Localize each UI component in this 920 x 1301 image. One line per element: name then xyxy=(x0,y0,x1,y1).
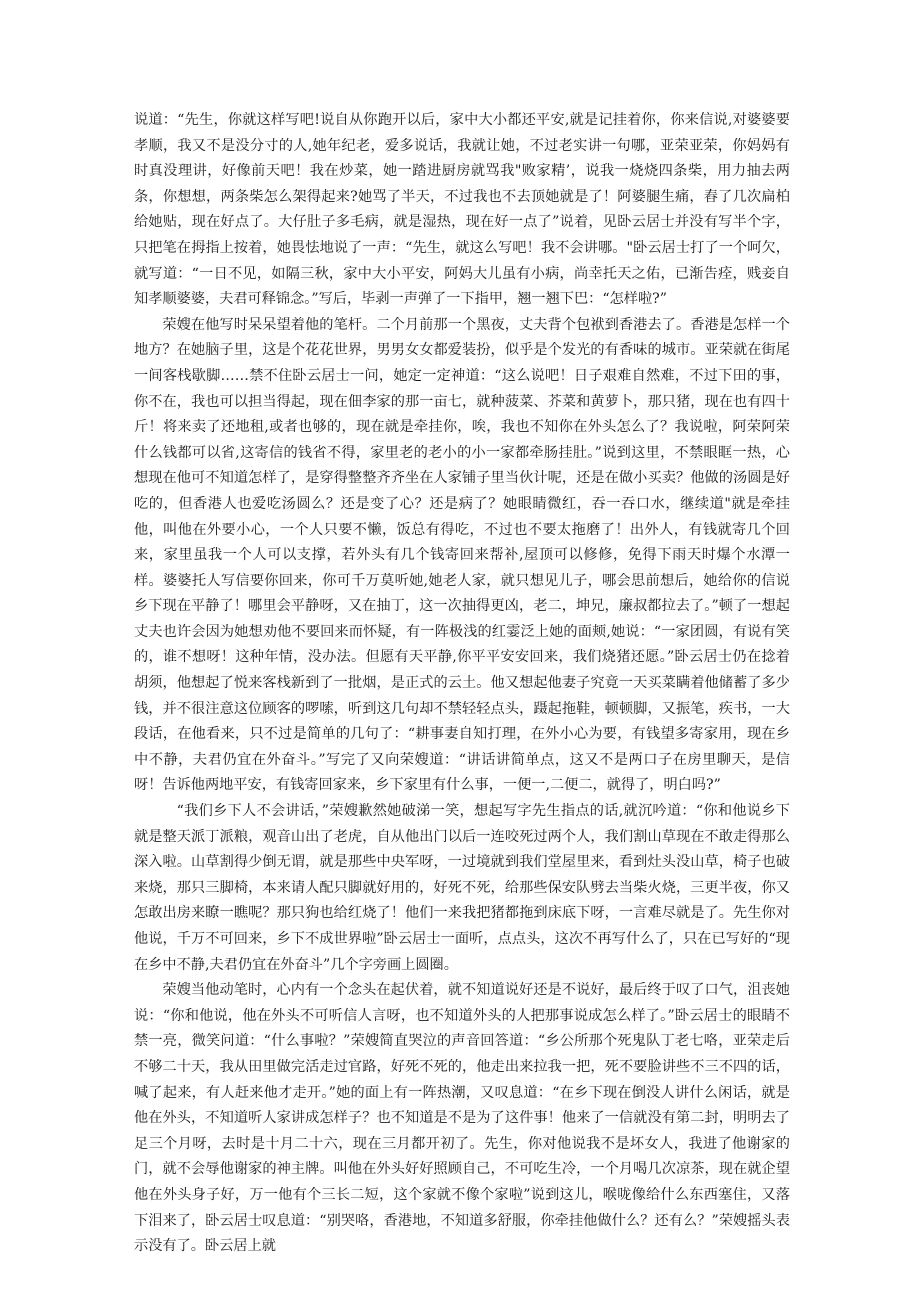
paragraph-1: 说道：“先生，你就这样写吧!说自从你跑开以后，家中大小都还平安,就是记挂着你，你来信说,对婆婆要孝顺，我又不是没分寸的人,她年纪老，爱多说话，我就让她，不过老实讲一句哪，亚荣亚荣，你妈妈有时真没理讲，好像前天吧！我在炒菜，她一踏进厨房就骂我"败家精’，说我一烧烧四条柴，用力抽去两条，你想想，两条柴怎么架得起来?她骂了半天，不过我也不去顶她就是了！阿婆腿生痛，舂了几次扁柏给她贴，现在好点了。大仔肚子多毛病，就是湿热，现在好一点了”说着，见卧云居士并没有写半个字，只把笔在拇指上按着，她畏怯地说了一声：“先生，就这么写吧！我不会讲哪。"卧云居士打了一个呵欠，就写道：“一日不见，如隔三秋，家中大小平安，阿妈大儿虽有小病，尚幸托天之佑，已渐告痊，贱妾自知孝顺婆婆，夫君可释锦念。”写后，毕剥一声弹了一下指甲，翘一翘下巴：“怎样啦?” xyxy=(134,112,790,308)
paragraph-3: “我们乡下人不会讲话，”荣嫂歉然她破涕一笑，想起写字先生指点的话,就沉吟道：“你和他说乡下就是整天派丁派粮，观音山出了老虎，自从他出门以后一连咬死过两个人，我们割山草现在不敢走得那么深入啦。山草割得少倒无谓，就是那些中央军呀，一过境就到我们堂屋里来，看到灶头没山草，椅子也破来烧，那只三脚椅，本来请人配只脚就好用的，好死不死，给那些保安队劈去当柴火烧，三更半夜，你又怎敢出房来瞭一瞧呢？那只狗也给红烧了！他们一来我把猪都拖到床底下呀，一言难尽就是了。先生你对他说，千万不可回来，乡下不成世界啦”卧云居士一面听，点点头，这次不再写什么了，只在已写好的“现在乡中不静,夫君仍宜在外奋斗”几个字旁画上圆圈。 xyxy=(134,803,790,973)
paragraph-2: 荣嫂在他写时呆呆望着他的笔杆。二个月前那一个黑夜，丈夫背个包袱到香港去了。香港是怎样一个地方？在她脑子里，这是个花花世界，男男女女都爱装扮，似乎是个发光的有香味的城市。亚荣就在街尾一间客栈歇脚……禁不住卧云居士一问，她定一定神道：“这么说吧！日子艰难自然难，不过下田的事，你不在，我也可以担当得起，现在佃李家的那一亩七，就种菠菜、芥菜和黄萝卜，那只猪，现在也有四十斤！将来卖了还地租,或者也够的，现在就是牵挂你，唉，我也不知你在外头怎么了？我说啦，阿荣阿荣什么钱都可以省,这寄信的钱省不得，家里老的老小的小一家都牵肠挂肚。”说到这里，不禁眼眶一热，心想现在他可不知道怎样了，是穿得整整齐齐坐在人家铺子里当伙计呢，还是在做小买卖？他做的汤圆是好吃的，但香港人也爱吃汤圆么？还是变了心？还是病了？她眼睛微红，吞一吞口水，继续道"就是牵挂他，叫他在外要小心，一个人只要不懒，饭总有得吃，不过也不要太拖磨了！出外人，有钱就寄几个回来，家里虽我一个人可以支撑，若外头有几个钱寄回来帮补,屋顶可以修修，免得下雨天时爆个水潭一样。婆婆托人写信要你回来，你可千万莫听她,她老人家，就只想见儿子，哪会思前想后，她给你的信说乡下现在平静了！哪里会平静呀，又在抽丁，这一次抽得更凶，老二，坤兄，廉叔都拉去了。”顿了一想起丈夫也许会因为她想劝他不要回来而怀疑，有一阵极浅的红霎泛上她的面颊,她说：“一家团圆，有说有笑的，谁不想呀！这种年情，没办法。但愿有天平静,你平平安安回来，我们烧猪还愿。”卧云居士仍在捻着胡须，他想起了悦来客栈新到了一批烟，是正式的云土。他又想起他妻子究竟一天买菜瞒着他储蓄了多少钱，并不很注意这位顾客的啰嗦，听到这几句却不禁轻轻点头，蹑起拖鞋，顿顿脚，又振笔，疾书，一大段话，在他看来，只不过是简单的几句了：“耕事妻自知打理，在外小心为要，有钱望多寄家用，现在乡中不静，夫君仍宜在外奋斗。”写完了又向荣嫂道：“讲话讲简单点，这又不是两口子在房里聊天，是信呀！告诉他两地平安，有钱寄回家来，乡下家里有什么事，一便一,二便二，就得了，明白吗?” xyxy=(134,316,790,794)
paragraph-4: 荣嫂当他动笔时，心内有一个念头在起伏着，就不知道说好还是不说好，最后终于叹了口气，沮丧她说：“你和他说，他在外头不可听信人言呀，也不知道外头的人把那事说成怎么样了。”卧云居士的眼睛不禁一亮，微笑问道：“什么事啦？”荣嫂简直哭泣的声音回答道：“乡公所那个死鬼队丁老七咯，亚荣走后不够二十天，我从田里做完活走过官路，好死不死的，他走出来拉我一把，死不要脸讲些不三不四的话，喊了起来，有人赶来他才走开。”她的面上有一阵热潮，又叹息道：“在乡下现在倒没人讲什么闲话，就是他在外头，不知道听人家讲成怎样子？也不知道是不是为了这件事！他来了一信就没有第二封，明明去了足三个月呀，去时是十月二十六，现在三月都开初了。先生，你对他说我不是坏女人，我进了他谢家的门，就不会辱他谢家的神主牌。叫他在外头好好照顾自己，不可吃生冷，一个月喝几次凉茶，现在就企望他在外头身子好，万一他有个三长二短，这个家就不像个家啦”说到这儿，喉咙像给什么东西塞住，又落下泪来了，卧云居士叹息道：“别哭咯，香港地，不知道多舒服，你牵挂他做什么？还有么？”荣嫂摇头表示没有了。卧云居上就 xyxy=(134,982,790,1255)
document-page xyxy=(134,108,790,1260)
